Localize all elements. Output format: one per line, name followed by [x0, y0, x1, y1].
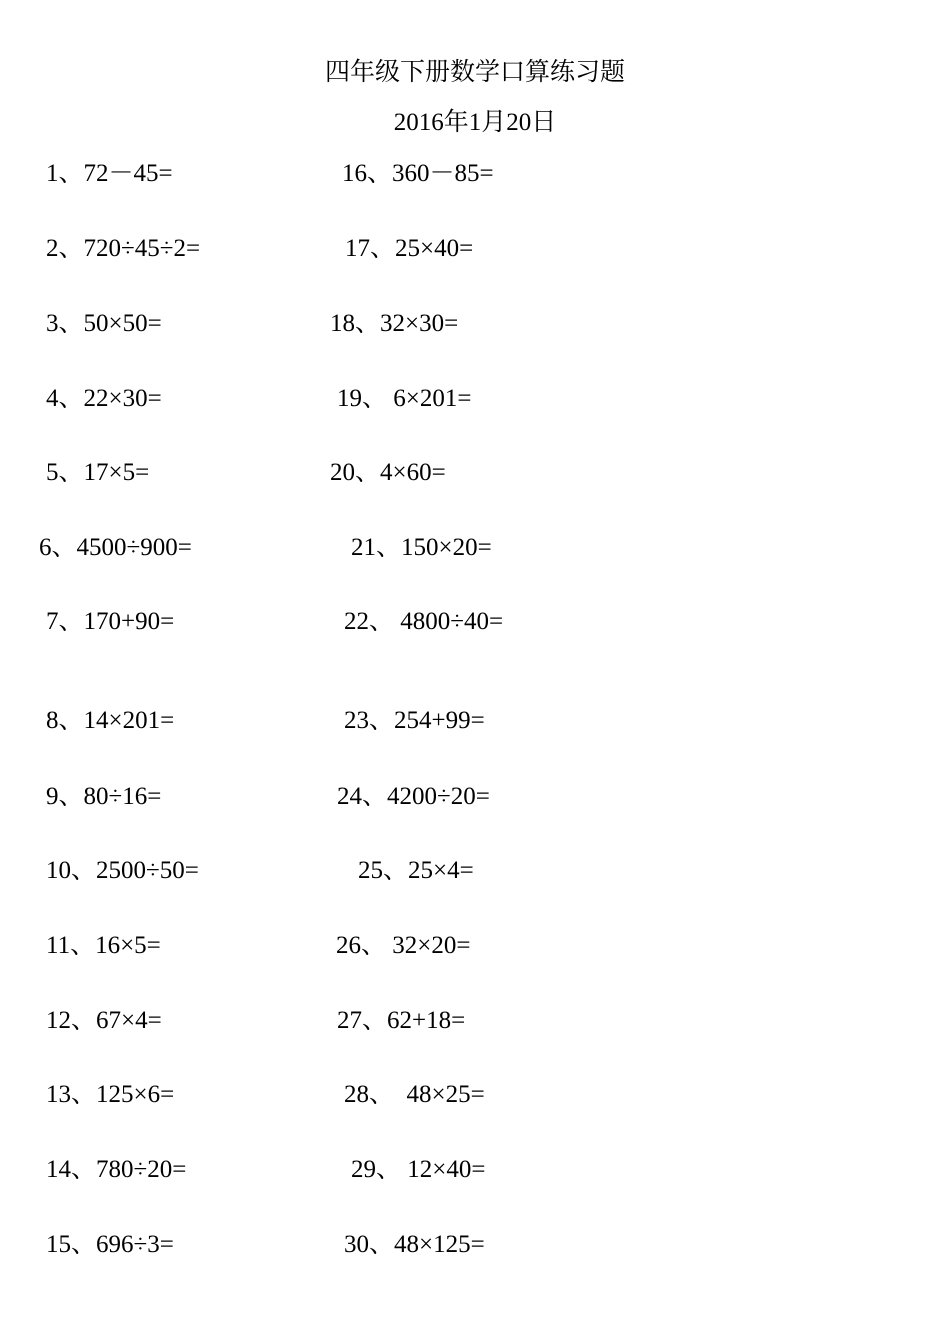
problem-24: 24、4200÷20=: [337, 783, 490, 810]
problem-1: 1、72－45=: [46, 160, 173, 187]
problem-2: 2、720÷45÷2=: [46, 235, 201, 262]
problem-6: 6、4500÷900=: [39, 534, 192, 561]
problem-8: 8、14×201=: [46, 707, 175, 734]
problem-17: 17、25×40=: [345, 235, 474, 262]
problem-12: 12、67×4=: [46, 1007, 162, 1034]
worksheet-title: 四年级下册数学口算练习题: [324, 59, 625, 86]
problem-22: 22、 4800÷40=: [344, 608, 504, 635]
problem-3: 3、50×50=: [46, 310, 162, 337]
problem-16: 16、360－85=: [342, 160, 494, 187]
problem-18: 18、32×30=: [330, 310, 459, 337]
problem-19: 19、 6×201=: [337, 385, 472, 412]
problem-29: 29、 12×40=: [351, 1156, 486, 1183]
problem-20: 20、4×60=: [330, 459, 446, 486]
problem-27: 27、62+18=: [337, 1007, 466, 1034]
problem-30: 30、48×125=: [344, 1231, 485, 1258]
problem-11: 11、16×5=: [46, 932, 161, 959]
problem-26: 26、 32×20=: [336, 932, 471, 959]
problem-13: 13、125×6=: [46, 1081, 175, 1108]
problem-23: 23、254+99=: [344, 707, 485, 734]
problem-4: 4、22×30=: [46, 385, 162, 412]
problem-10: 10、2500÷50=: [46, 857, 199, 884]
problem-21: 21、150×20=: [351, 534, 492, 561]
problem-14: 14、780÷20=: [46, 1156, 187, 1183]
worksheet-date: 2016年1月20日: [393, 109, 557, 136]
problem-25: 25、25×4=: [358, 857, 474, 884]
problem-7: 7、170+90=: [46, 608, 175, 635]
problem-5: 5、17×5=: [46, 459, 150, 486]
problem-15: 15、696÷3=: [46, 1231, 174, 1258]
problem-28: 28、 48×25=: [344, 1081, 485, 1108]
problem-9: 9、80÷16=: [46, 783, 162, 810]
